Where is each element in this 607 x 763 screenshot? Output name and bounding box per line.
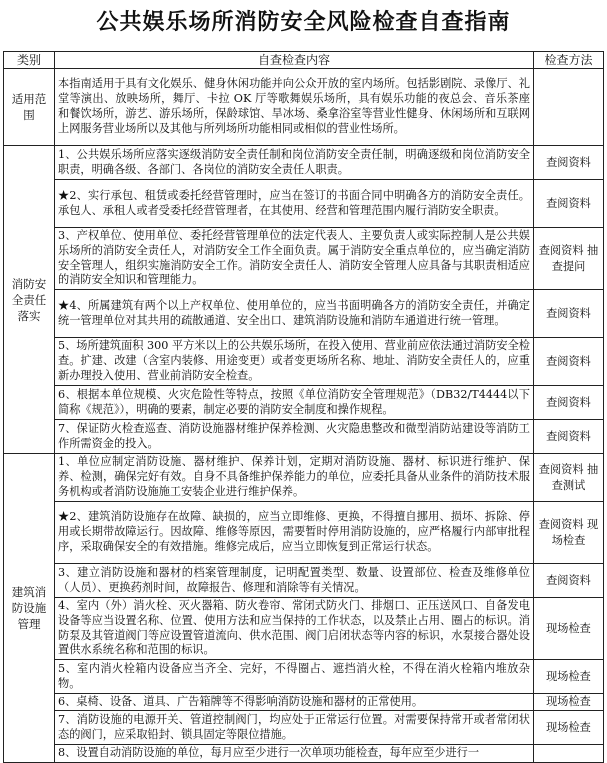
table-row	[4, 502, 604, 564]
content-cell: 3、产权单位、使用单位、委托经营管理单位的法定代表人、主要负责人或实际控制人是公共娱乐场所的消防安全责任人，对消防安全工作全面负责。属于消防安全重点单位的，应当确定消防安全管理人，组织实施消防安全工作。消防安全责任人、消防安全管理人应具备与其职责相适应的消防安全知识和管理能力。	[55, 228, 534, 290]
table-header-row	[4, 52, 604, 69]
method-cell: 查阅资料 抽查提问	[534, 228, 604, 290]
content-cell: 5、场所建筑面积 300 平方米以上的公共娱乐场所，在投入使用、营业前应依法通过消防安全检查。扩建、改建（含室内装修、用途变更）或者变更场所名称、地址、消防安全责任人的，应重新办理投入使用、营业前消防安全检查。	[55, 338, 534, 386]
header-category: 类别	[4, 52, 55, 69]
content-cell: ★2、建筑消防设施存在故障、缺损的，应当立即维修、更换，不得擅自挪用、损坏、拆除、停用或长期带故障运行。因故障、维修等原因，需要暂时停用消防设施的，应严格履行内部审批程序，采取确保安全的有效措施。维修完成后，应当立即恢复到正常运行状态。	[55, 502, 534, 564]
header-method: 检查方法	[534, 52, 604, 69]
table-row	[4, 338, 604, 386]
content-cell: 7、消防设施的电源开关、管道控制阀门，均应处于正常运行位置。对需要保持常开或者常闭状态的阀门，应采取铅封、锁具固定等限位措施。	[55, 711, 534, 745]
content-cell: 6、桌椅、设备、道具、广告箱牌等不得影响消防设施和器材的正常使用。	[55, 694, 534, 711]
content-cell: 1、公共娱乐场所应落实逐级消防安全责任制和岗位消防安全责任制，明确逐级和岗位消防安全职责，明确各级、各部门、各岗位的消防安全责任人职责。	[55, 146, 534, 180]
header-content: 自查检查内容	[55, 52, 534, 69]
content-cell: 8、设置自动消防设施的单位，每月应至少进行一次单项功能检查，每年应至少进行一	[55, 745, 534, 763]
table-row	[4, 228, 604, 290]
table-row-scope	[4, 69, 604, 146]
method-cell-scope	[534, 69, 604, 146]
method-cell: 查阅资料	[534, 146, 604, 180]
table-row	[4, 745, 604, 763]
content-cell: 1、单位应制定消防设施、器材维护、保养计划，定期对消防设施、器材、标识进行维护、保养、检测，确保完好有效。自身不具备维护保养能力的单位，应委托具备从业条件的消防技术服务机构或者消防设施施工安装企业进行维护保养。	[55, 454, 534, 502]
table-row	[4, 598, 604, 660]
content-cell-scope: 本指南适用于具有文化娱乐、健身休闲功能并向公众开放的室内场所。包括影剧院、录像厅、礼堂等演出、放映场所，舞厅、卡拉 OK 厅等歌舞娱乐场所，具有娱乐功能的夜总会、音乐茶座和餐饮场所，游艺、游乐场所，保龄球馆、旱冰场、桑拿浴室等营业性健身、休闲场所和互联网上网服务营业场所以及其他与所列场所功能相同或相似的营业性场所。	[55, 69, 534, 146]
method-cell: 查阅资料	[534, 338, 604, 386]
method-cell: 查阅资料	[534, 180, 604, 228]
content-cell: ★2、实行承包、租赁或委托经营管理时，应当在签订的书面合同中明确各方的消防安全责任。承包人、承租人或者受委托经营管理者，在其使用、经营和管理范围内履行消防安全职责。	[55, 180, 534, 228]
content-cell: 3、建立消防设施和器材的档案管理制度，记明配置类型、数量、设置部位、检查及维修单位（人员）、更换药剂时间，故障报告、修理和消除等有关情况。	[55, 564, 534, 598]
table-row	[4, 564, 604, 598]
method-cell: 查阅资料	[534, 564, 604, 598]
method-cell: 查阅资料 抽查测试	[534, 454, 604, 502]
table-row	[4, 454, 604, 502]
category-cell-responsibility: 消防安全责任落实	[4, 146, 55, 454]
table-row	[4, 694, 604, 711]
content-cell: ★4、所属建筑有两个以上产权单位、使用单位的，应当书面明确各方的消防安全责任，并确定统一管理单位对其共用的疏散通道、安全出口、建筑消防设施和消防车通道进行统一管理。	[55, 290, 534, 338]
method-cell: 查阅资料	[534, 420, 604, 454]
table-row	[4, 180, 604, 228]
inspection-table	[3, 51, 604, 763]
table-row	[4, 420, 604, 454]
content-cell: 4、室内（外）消火栓、灭火器箱、防火卷帘、常闭式防火门、排烟口、正压送风口、自备发电设备等应当设置名称、位置、使用方法和应当保持的工作状态，以及禁止占用、圈占的标识。消防泵及其管道阀门等应设置管道流向、供水范围、阀门启闭状态等内容的标识，水泵接合器处设置供水系统名称和范围的标识。	[55, 598, 534, 660]
method-cell: 现场检查	[534, 598, 604, 660]
table-row	[4, 386, 604, 420]
method-cell: 现场检查	[534, 660, 604, 694]
table-row	[4, 711, 604, 745]
method-cell	[534, 745, 604, 763]
method-cell: 查阅资料	[534, 290, 604, 338]
category-cell-facilities: 建筑消防设施管理	[4, 454, 55, 763]
method-cell: 现场检查	[534, 694, 604, 711]
method-cell: 现场检查	[534, 711, 604, 745]
content-cell: 5、室内消火栓箱内设备应当齐全、完好，不得圈占、遮挡消火栓，不得在消火栓箱内堆放杂物。	[55, 660, 534, 694]
category-cell-scope: 适用范围	[4, 69, 55, 146]
table-row	[4, 290, 604, 338]
table-row	[4, 660, 604, 694]
method-cell: 查阅资料	[534, 386, 604, 420]
table-row	[4, 146, 604, 180]
content-cell: 6、根据本单位规模、火灾危险性等特点，按照《单位消防安全管理规范》（DB32/T4444以下简称《规范》），明确的要素，制定必要的消防安全制度和操作规程。	[55, 386, 534, 420]
content-cell: 7、保证防火检查巡查、消防设施器材维护保养检测、火灾隐患整改和微型消防站建设等消防工作所需资金的投入。	[55, 420, 534, 454]
method-cell: 查阅资料 现场检查	[534, 502, 604, 564]
page-title: 公共娱乐场所消防安全风险检查自查指南	[96, 10, 511, 35]
